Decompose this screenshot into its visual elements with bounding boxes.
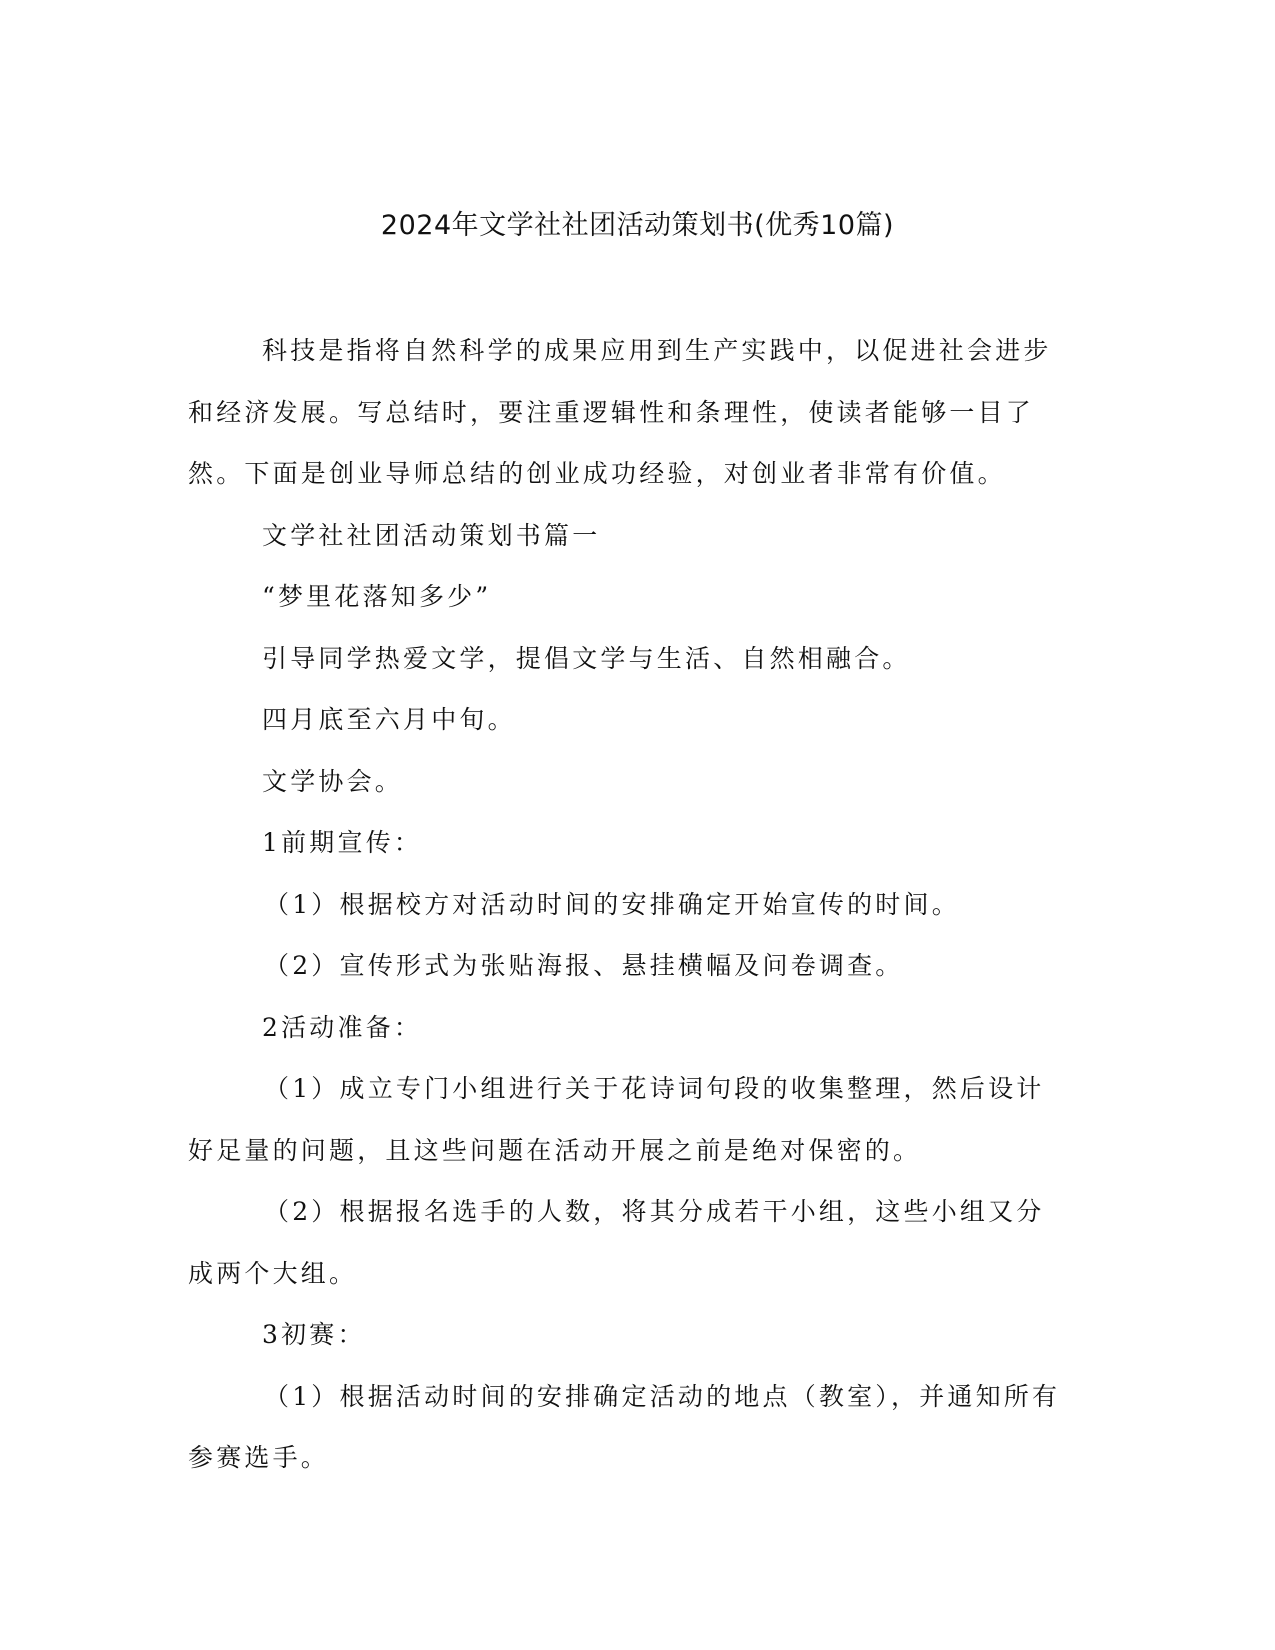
preparation-item-2: （2）根据报名选手的人数，将其分成若干小组，这些小组又分成两个大组。: [188, 1197, 1045, 1288]
section-heading: 文学社社团活动策划书篇一: [262, 520, 601, 550]
publicity-item-1: （1）根据校方对活动时间的安排确定开始宣传的时间。: [264, 889, 960, 919]
publicity-item-2: （2）宣传形式为张贴海报、悬挂横幅及问卷调查。: [264, 951, 904, 980]
step-heading-publicity: 1前期宣传：: [262, 828, 423, 857]
activity-time: 四月底至六月中旬。: [262, 705, 516, 734]
step-heading-preliminary: 3初赛：: [262, 1320, 366, 1349]
document-title: 2024年文学社社团活动策划书(优秀10篇): [380, 210, 895, 241]
step-heading-preparation: 2活动准备：: [262, 1012, 423, 1042]
document-body: [188, 320, 1068, 1489]
activity-theme: “梦里花落知多少”: [262, 582, 492, 611]
preliminary-item-1: （1）根据活动时间的安排确定活动的地点（教室），并通知所有参赛选手。: [188, 1381, 1061, 1472]
activity-organizer: 文学协会。: [262, 766, 404, 796]
preparation-item-1: （1）成立专门小组进行关于花诗词句段的收集整理，然后设计好足量的问题，且这些问题在活动开展之前是绝对保密的。: [188, 1074, 1045, 1165]
intro-paragraph: 科技是指将自然科学的成果应用到生产实践中，以促进社会进步和经济发展。写总结时，要注重逻辑性和条理性，使读者能够一目了然。下面是创业导师总结的创业成功经验，对创业者非常有价值。: [188, 336, 1052, 488]
activity-purpose: 引导同学热爱文学，提倡文学与生活、自然相融合。: [262, 643, 911, 673]
